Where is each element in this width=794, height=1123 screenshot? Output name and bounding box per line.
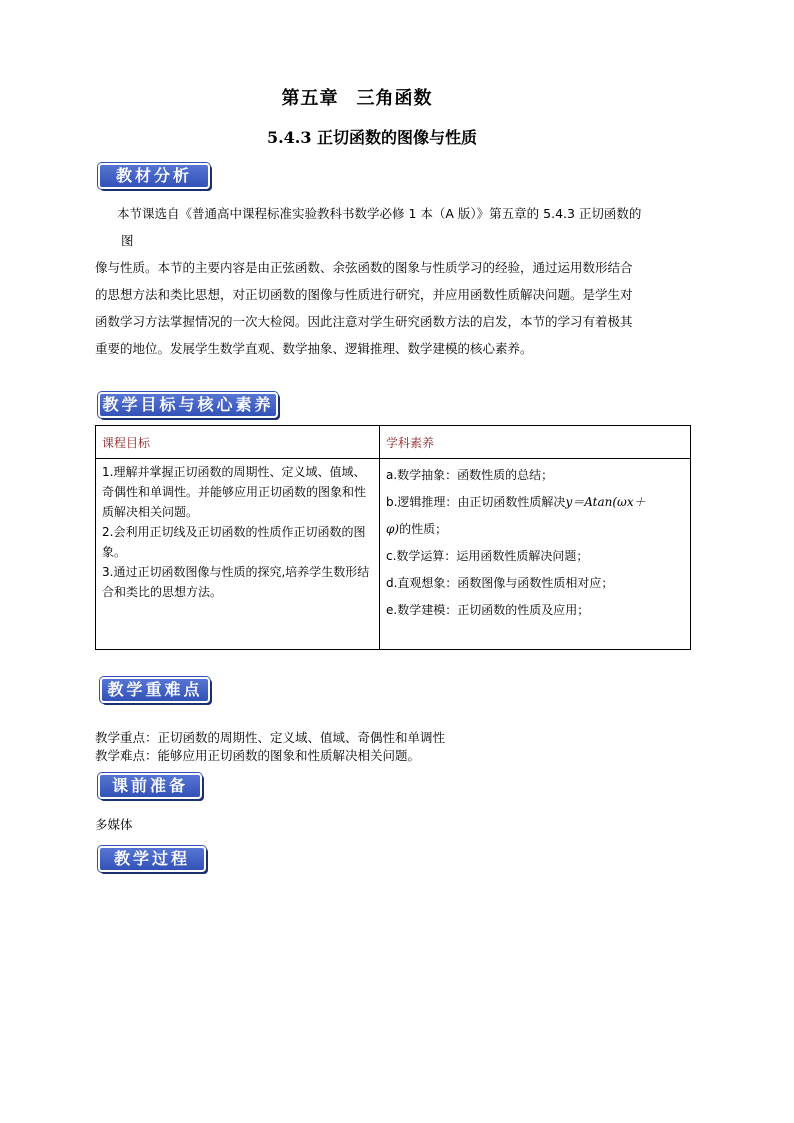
analysis-paragraph bbox=[95, 200, 715, 362]
chapter-name: 三角函数 bbox=[356, 88, 433, 109]
table-row bbox=[96, 459, 691, 650]
key-points-block bbox=[95, 729, 715, 765]
literacy-item-c: c.数学运算：运用函数性质解决问题； bbox=[386, 549, 589, 563]
banner-textbook-analysis: 教材分析 bbox=[98, 163, 210, 189]
literacy-item-e: e.数学建模：正切函数的性质及应用； bbox=[386, 603, 590, 617]
analysis-line: 函数学习方法掌握情况的一次大检阅。因此注意对学生研究函数方法的启发，本节的学习有着极其 bbox=[95, 314, 633, 329]
banner-preparation: 课前准备 bbox=[98, 773, 202, 799]
literacy-item-b bbox=[386, 489, 684, 516]
banner-teaching-process: 教学过程 bbox=[98, 846, 206, 872]
column-header-subject-literacy: 学科素养 bbox=[380, 426, 691, 459]
analysis-line: 像与性质。本节的主要内容是由正弦函数、余弦函数的图象与性质学习的经验，通过运用数形结合 bbox=[95, 260, 633, 275]
teaching-difficulty: 教学难点：能够应用正切函数的图象和性质解决相关问题。 bbox=[95, 748, 421, 763]
literacy-item-a: a.数学抽象：函数性质的总结； bbox=[386, 468, 554, 482]
course-goals-cell bbox=[96, 459, 380, 650]
teaching-focus: 教学重点：正切函数的周期性、定义域、值域、奇偶性和单调性 bbox=[95, 730, 446, 745]
literacy-b-suffix: 的性质； bbox=[399, 522, 448, 536]
subject-literacy-cell bbox=[380, 459, 691, 650]
preparation-text: 多媒体 bbox=[95, 817, 133, 832]
analysis-line: 本节课选自《普通高中课程标准实验教科书数学必修 1 本（A 版）》第五章的 5.4.3 正切函数的 bbox=[117, 206, 642, 221]
analysis-line: 重要的地位。发展学生数学直观、数学抽象、逻辑推理、数学建模的核心素养。 bbox=[95, 341, 533, 356]
goal-item: 3.通过正切函数图像与性质的探究,培养学生数形结合和类比的思想方法。 bbox=[102, 565, 370, 599]
literacy-item-d: d.直观想象：函数图像与函数性质相对应； bbox=[386, 576, 614, 590]
analysis-line: 的思想方法和类比思想，对正切函数的图像与性质进行研究，并应用函数性质解决问题。是学生对 bbox=[95, 287, 633, 302]
analysis-line: 图 bbox=[121, 233, 134, 248]
literacy-b-formula-cont: φ) bbox=[386, 522, 400, 536]
section-title: 5.4.3 正切函数的图像与性质 bbox=[266, 128, 478, 147]
goal-item: 2.会利用正切线及正切函数的性质作正切函数的图象。 bbox=[102, 525, 366, 559]
literacy-b-formula: y＝Atan(ωx＋ bbox=[565, 495, 646, 509]
banner-key-points: 教学重难点 bbox=[100, 677, 210, 703]
banner-goals-and-literacy: 教学目标与核心素养 bbox=[98, 392, 278, 418]
chapter-title bbox=[0, 84, 714, 110]
literacy-item-b-cont bbox=[386, 516, 684, 543]
literacy-b-prefix: b.逻辑推理：由正切函数性质解决 bbox=[386, 495, 566, 509]
chapter-number: 第五章 bbox=[281, 88, 339, 109]
column-header-course-goals: 课程目标 bbox=[96, 426, 380, 459]
table-header-row bbox=[96, 426, 691, 459]
goal-item: 1.理解并掌握正切函数的周期性、定义域、值域、奇偶性和单调性。并能够应用正切函数的图象和性质解决相关问题。 bbox=[102, 465, 367, 519]
goals-table bbox=[95, 425, 691, 650]
